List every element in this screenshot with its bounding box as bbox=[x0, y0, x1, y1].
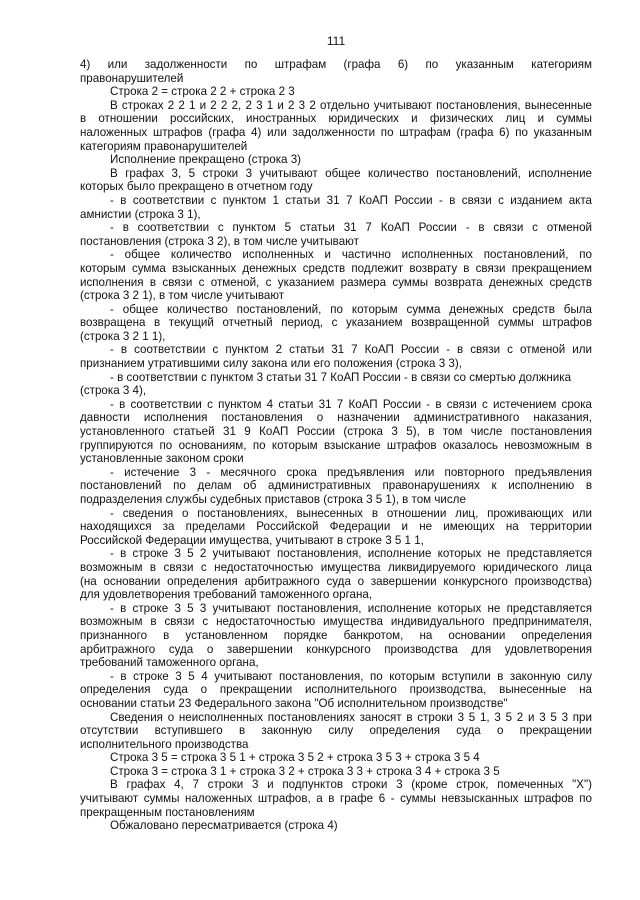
text-line: - общее количество постановлений, по которым сумма денежных средств была bbox=[110, 302, 592, 316]
text-line: - сведения о постановлениях, вынесенных в отношении лиц, проживающих или bbox=[110, 506, 592, 520]
text-line: В графах 4, 7 строки 3 и подпунктов строки 3 (кроме строк, помеченных "Х") bbox=[110, 778, 592, 792]
text-line: - в соответствии с пунктом 3 статьи 31 7 КоАП России - в связи со смертью должника bbox=[110, 370, 572, 384]
text-line: давности исполнения постановления о назначении административного наказания, bbox=[80, 411, 592, 425]
text-line: Обжаловано пересматривается (строка 4) bbox=[110, 819, 338, 833]
text-line: - в строке 3 5 3 учитывают постановления, исполнение которых не представляется bbox=[110, 601, 592, 615]
text-line: амнистии (строка 3 1), bbox=[80, 207, 201, 221]
text-line: наложенных штрафов (графа 4) или задолженности по штрафам (графа 6) по указанным bbox=[80, 125, 592, 139]
text-line: группируются по основаниям, по которым взыскание штрафов оказалось невозможным в bbox=[80, 438, 592, 452]
text-line: Исполнение прекращено (строка 3) bbox=[110, 153, 302, 167]
text-line: определения суда о прекращении исполнительного производства, вынесенные на bbox=[80, 683, 592, 697]
text-line: постановлений по делам об административных правонарушениях к исполнению в bbox=[80, 479, 592, 493]
text-line: - в соответствии с пунктом 5 статьи 31 7 КоАП России - в связи с отменой bbox=[110, 221, 592, 235]
text-line: - в строке 3 5 4 учитывают постановления, по которым вступили в законную силу bbox=[110, 669, 592, 683]
text-line: которым сумма взысканных денежных средств подлежит возврату в связи прекращением bbox=[80, 261, 592, 275]
document-body bbox=[80, 58, 592, 833]
text-line: установленные законом сроки bbox=[80, 452, 244, 466]
text-line: - в соответствии с пунктом 4 статьи 31 7 КоАП России - в связи с истечением срока bbox=[110, 397, 592, 411]
text-line: основании статьи 23 Федерального закона "Об исполнительном производстве" bbox=[80, 696, 508, 710]
text-line: учитывают суммы наложенных штрафов, а в графе 6 - суммы невзысканных штрафов по bbox=[80, 792, 592, 806]
text-line: исполнительного производства bbox=[80, 737, 249, 751]
text-line: В строках 2 2 1 и 2 2 2, 2 3 1 и 2 3 2 отдельно учитывают постановления, вынесенные bbox=[110, 98, 592, 112]
text-line: - истечение 3 - месячного срока предъявления или повторного предъявления bbox=[110, 465, 592, 479]
text-line: 4) или задолженности по штрафам (графа 6) по указанным категориям bbox=[80, 58, 592, 71]
text-line: правонарушителей bbox=[80, 71, 184, 85]
text-line: категориям правонарушителей bbox=[80, 139, 248, 153]
text-line: арбитражного суда о завершении конкурсного производства для удовлетворения bbox=[80, 642, 592, 656]
page-number: 111 bbox=[326, 34, 346, 48]
text-line: установленного статьей 31 9 КоАП России (строка 3 5), в том числе постановления bbox=[80, 425, 592, 439]
text-line: подразделения службы судебных приставов (строка 3 5 1), в том числе bbox=[80, 493, 466, 506]
text-line: возможным в связи с недостаточностью имущества ликвидируемого юридического лица bbox=[80, 560, 592, 574]
text-line: - в соответствии с пунктом 1 статьи 31 7 КоАП России - в связи с изданием акта bbox=[110, 193, 592, 207]
text-line: признанием утратившими силу закона или его положения (строка 3 3), bbox=[80, 357, 462, 371]
text-line: постановления (строка 3 2), в том числе учитывают bbox=[80, 234, 359, 248]
text-line: Российской Федерации имущества, учитывают в строке 3 5 1 1, bbox=[80, 533, 424, 547]
text-line: которых было прекращено в отчетном году bbox=[80, 180, 313, 194]
document-page bbox=[80, 0, 592, 900]
text-line: (строка 3 4), bbox=[80, 384, 147, 398]
text-line: прекращенным постановлениям bbox=[80, 805, 255, 819]
text-line: Строка 2 = строка 2 2 + строка 2 3 bbox=[110, 85, 295, 99]
text-line: находящихся за пределами Российской Федерации и не имеющих на территории bbox=[80, 520, 592, 534]
text-line: признанного в установленном порядке банкротом, на основании определения bbox=[80, 628, 592, 642]
text-line: Строка 3 5 = строка 3 5 1 + строка 3 5 2 + строка 3 5 3 + строка 3 5 4 bbox=[110, 751, 480, 765]
text-line: исполнения в связи с отменой, с указанием размера суммы возврата денежных средств bbox=[80, 275, 592, 289]
text-line: (строка 3 2 1), в том числе учитывают bbox=[80, 289, 285, 303]
text-line: для удовлетворения требований таможенного органа, bbox=[80, 588, 373, 602]
text-line: Строка 3 = строка 3 1 + строка 3 2 + строка 3 3 + строка 3 4 + строка 3 5 bbox=[110, 764, 500, 778]
text-line: возможным в связи с недостаточностью имущества индивидуального предпринимателя, bbox=[80, 615, 592, 629]
text-line: требований таможенного органа, bbox=[80, 656, 259, 670]
text-line: в отношении российских, иностранных юридических и физических лиц и суммы bbox=[80, 112, 592, 126]
text-line: отсутствии вступившего в законную силу определения суда о прекращении bbox=[80, 724, 592, 738]
text-line: (на основании определения арбитражного суда о завершении конкурсного производства) bbox=[80, 574, 592, 588]
text-line: В графах 3, 5 строки 3 учитывают общее количество постановлений, исполнение bbox=[110, 166, 592, 180]
text-line: (строка 3 2 1 1), bbox=[80, 329, 166, 343]
text-line: - общее количество исполненных и частично исполненных постановлений, по bbox=[110, 248, 592, 262]
text-line: - в соответствии с пунктом 2 статьи 31 7 КоАП России - в связи с отменой или bbox=[110, 343, 592, 357]
text-line: - в строке 3 5 2 учитывают постановления, исполнение которых не представляется bbox=[110, 547, 592, 561]
text-line: Сведения о неисполненных постановлениях заносят в строки 3 5 1, 3 5 2 и 3 5 3 при bbox=[110, 710, 592, 724]
text-line: возвращена в текущий отчетный период, с указанием возвращенной суммы штрафов bbox=[80, 316, 592, 330]
